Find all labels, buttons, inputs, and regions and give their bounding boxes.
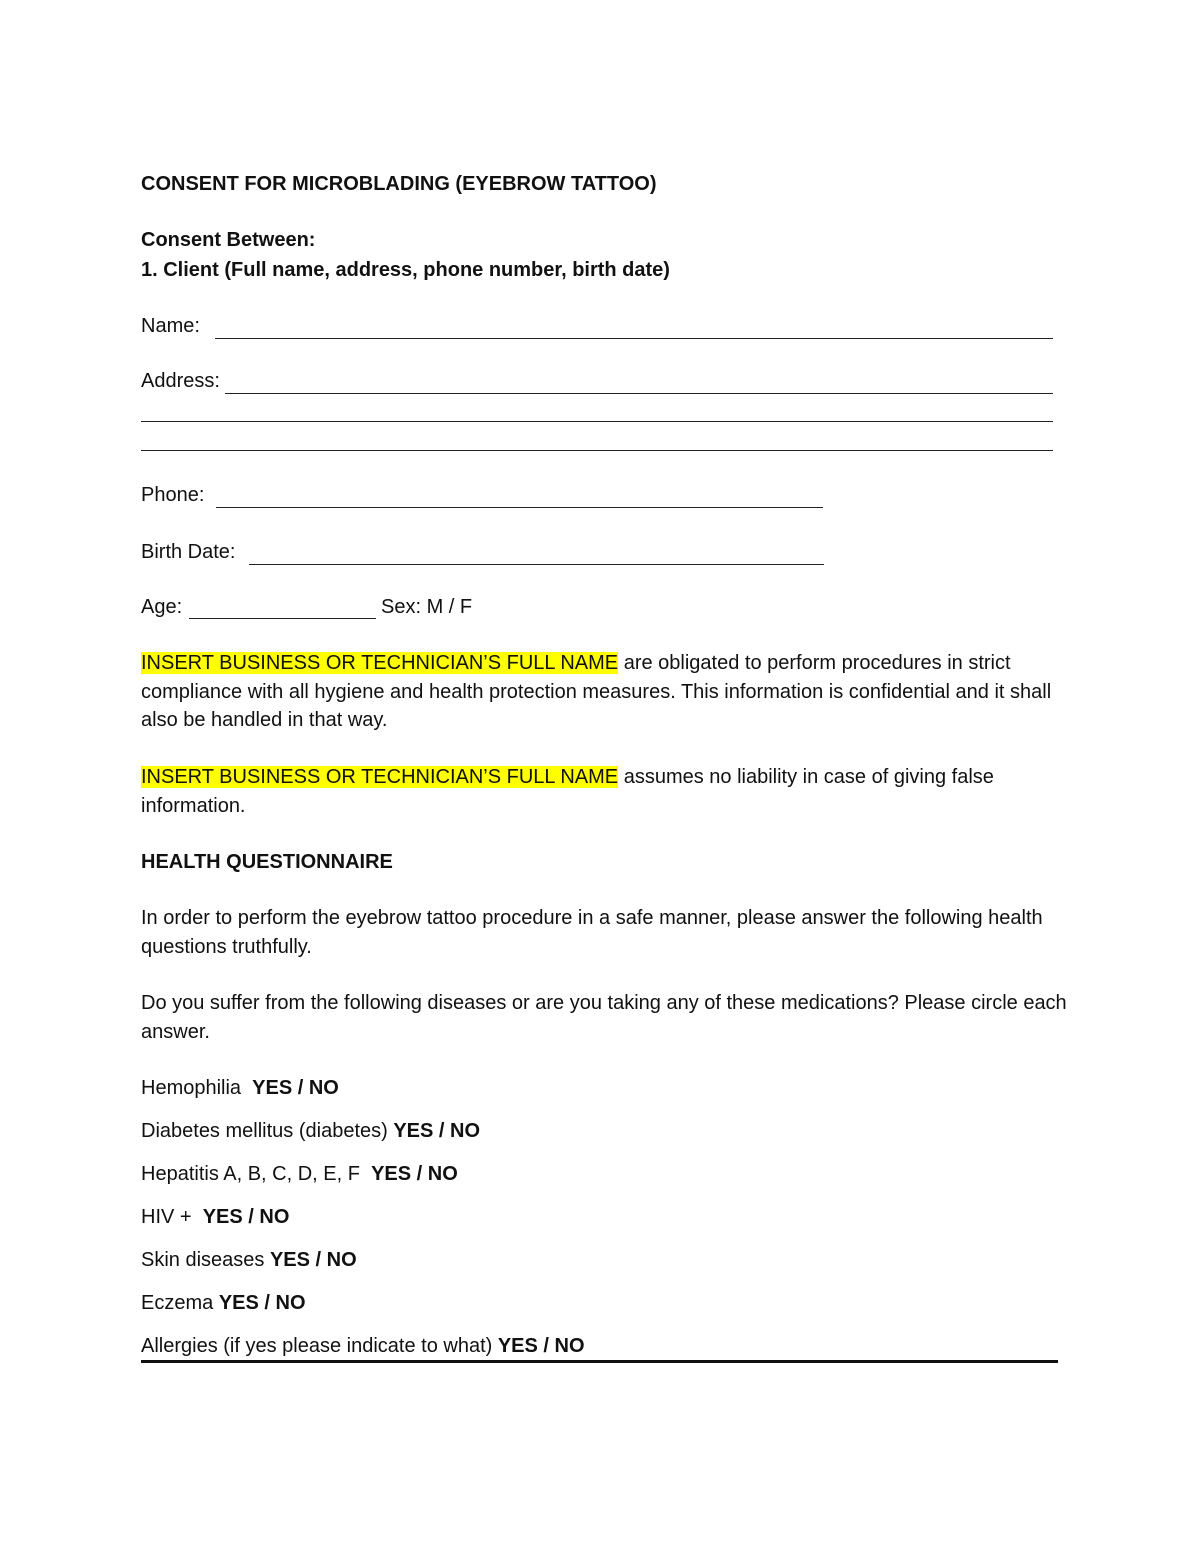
yes-no-answer[interactable]: YES / NO [371, 1163, 458, 1185]
address-field-line-1[interactable] [225, 393, 1053, 394]
address-field-line-2[interactable] [141, 421, 1053, 422]
question-label: Eczema [141, 1292, 219, 1314]
document-title: CONSENT FOR MICROBLADING (EYEBROW TATTOO) [141, 173, 657, 195]
yes-no-answer[interactable]: YES / NO [497, 1335, 585, 1357]
age-label: Age: [141, 596, 183, 618]
phone-label: Phone: [141, 484, 205, 506]
yes-no-answer[interactable]: YES / NO [269, 1249, 357, 1271]
question-label: Skin diseases [141, 1249, 270, 1271]
question-label: Diabetes mellitus (diabetes) [141, 1120, 394, 1142]
name-label: Name: [141, 315, 200, 337]
question-hiv [141, 1205, 289, 1229]
liability-text: assumes no liability in case of giving false information. [141, 766, 994, 817]
business-name-placeholder: INSERT BUSINESS OR TECHNICIAN’S FULL NAME [141, 766, 619, 788]
question-hemophilia [141, 1076, 339, 1100]
question-hepatitis [141, 1162, 458, 1186]
age-field-line[interactable] [189, 618, 376, 619]
health-intro-paragraph: In order to perform the eyebrow tattoo procedure in a safe manner, please answer the following health questions truthfully. [141, 907, 1043, 958]
name-field-line[interactable] [215, 338, 1053, 339]
consent-between-label: Consent Between: [141, 229, 316, 251]
birth-date-field-line[interactable] [249, 564, 824, 565]
question-diabetes [141, 1119, 480, 1143]
question-label: Hemophilia [141, 1077, 253, 1099]
question-label: Hepatitis A, B, C, D, E, F [141, 1163, 372, 1185]
phone-field-line[interactable] [216, 507, 823, 508]
yes-no-answer[interactable]: YES / NO [252, 1077, 339, 1099]
question-allergies [141, 1334, 585, 1358]
birth-date-label: Birth Date: [141, 541, 236, 563]
sex-options[interactable]: Sex: M / F [381, 596, 473, 618]
address-label: Address: [141, 370, 220, 392]
yes-no-answer[interactable]: YES / NO [202, 1206, 290, 1228]
liability-paragraph [141, 763, 1071, 820]
question-skin-diseases [141, 1248, 357, 1272]
address-field-line-3[interactable] [141, 450, 1053, 451]
allergies-field-line[interactable] [141, 1360, 1058, 1363]
obligation-text: are obligated to perform procedures in strict compliance with all hygiene and health protection measures. This information is confidential and it shall also be handled in that way. [141, 652, 1052, 731]
health-questionnaire-heading: HEALTH QUESTIONNAIRE [141, 851, 393, 873]
question-label: Allergies (if yes please indicate to what) [141, 1335, 498, 1357]
question-label: HIV + [141, 1206, 203, 1228]
yes-no-answer[interactable]: YES / NO [218, 1292, 306, 1314]
client-heading: 1. Client (Full name, address, phone number, birth date) [141, 259, 670, 281]
health-question-paragraph: Do you suffer from the following diseases or are you taking any of these medications? Please circle each answer. [141, 992, 1067, 1043]
question-eczema [141, 1291, 306, 1315]
business-name-placeholder: INSERT BUSINESS OR TECHNICIAN’S FULL NAME [141, 652, 619, 674]
yes-no-answer[interactable]: YES / NO [393, 1120, 481, 1142]
obligation-paragraph [141, 649, 1071, 735]
